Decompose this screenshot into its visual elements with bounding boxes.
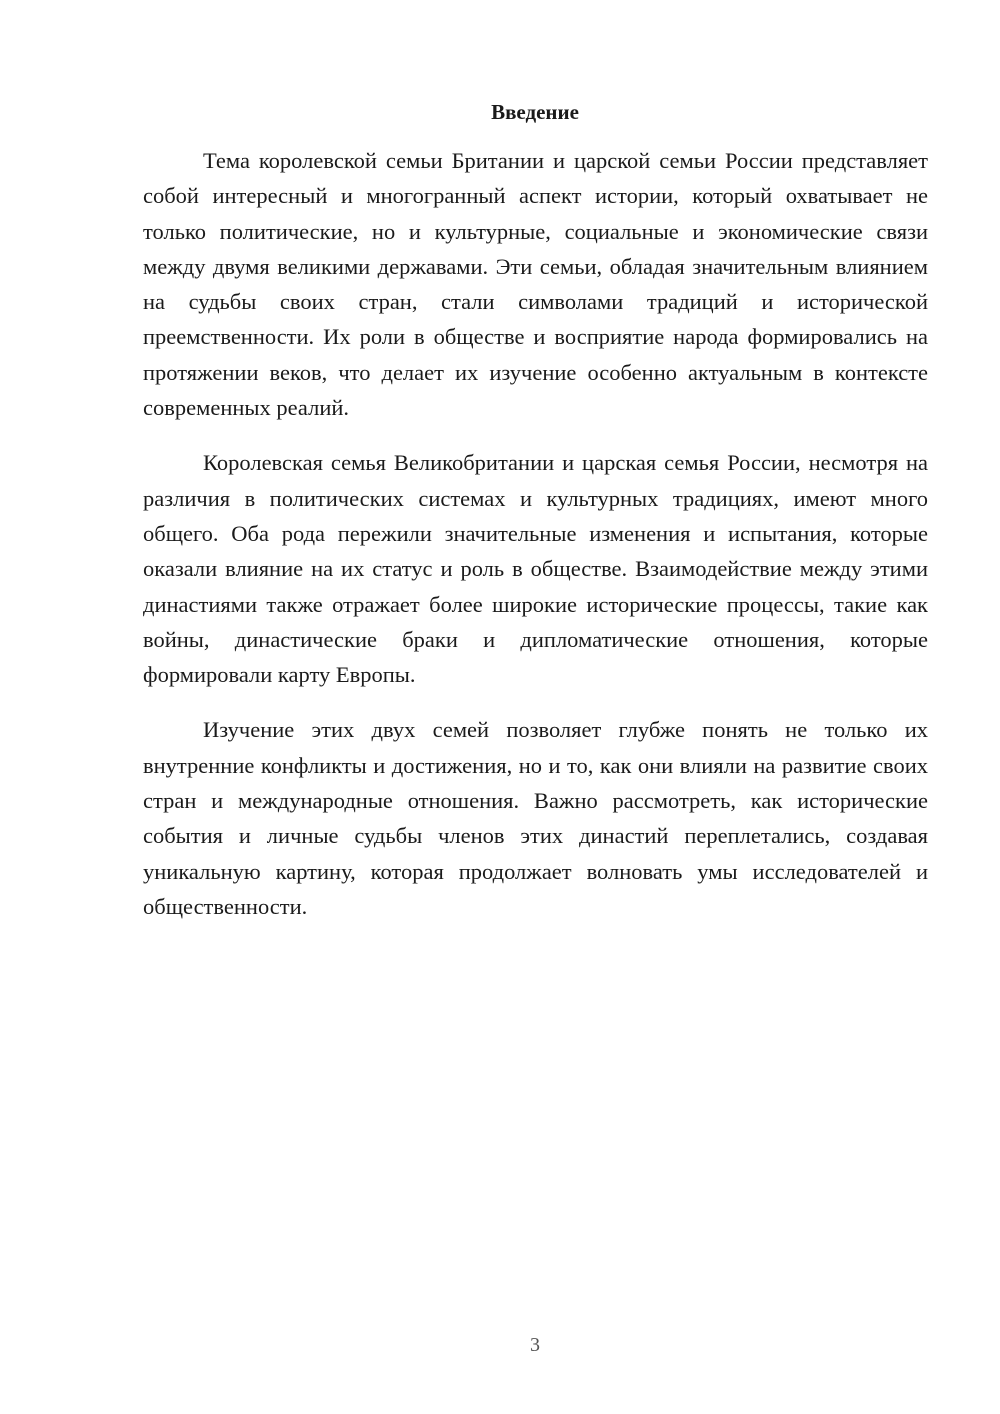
page-number: 3 [530,1334,540,1356]
body-text [143,143,928,944]
section-title: Введение [491,100,579,124]
paragraph-3: Изучение этих двух семей позволяет глубже понять не только их внутренние конфликты и достижения, но и то, как они влияли на развитие своих стран и международные отношения. Важно рассмотреть, как исторические события и личные судьбы членов этих династий переплетались, создавая уникальную картину, которая продолжает волновать умы исследователей и общественности. [143,717,928,919]
paragraph-1: Тема королевской семьи Британии и царской семьи России представляет собой интересный и многогранный аспект истории, который охватывает не только политические, но и культурные, социальные и экономические связи между двумя великими державами. Эти семьи, обладая значительным влиянием на судьбы своих стран, стали символами традиций и исторической преемственности. Их роли в обществе и восприятие народа формировались на протяжении веков, что делает их изучение особенно актуальным в контексте современных реалий. [143,148,928,421]
paragraph-2: Королевская семья Великобритании и царская семья России, несмотря на различия в политических системах и культурных традициях, имеют много общего. Оба рода пережили значительные изменения и испытания, которые оказали влияние на их статус и роль в обществе. Взаимодействие между этими династиями также отражает более широкие исторические процессы, такие как войны, династические браки и дипломатические отношения, которые формировали карту Европы. [143,450,928,688]
